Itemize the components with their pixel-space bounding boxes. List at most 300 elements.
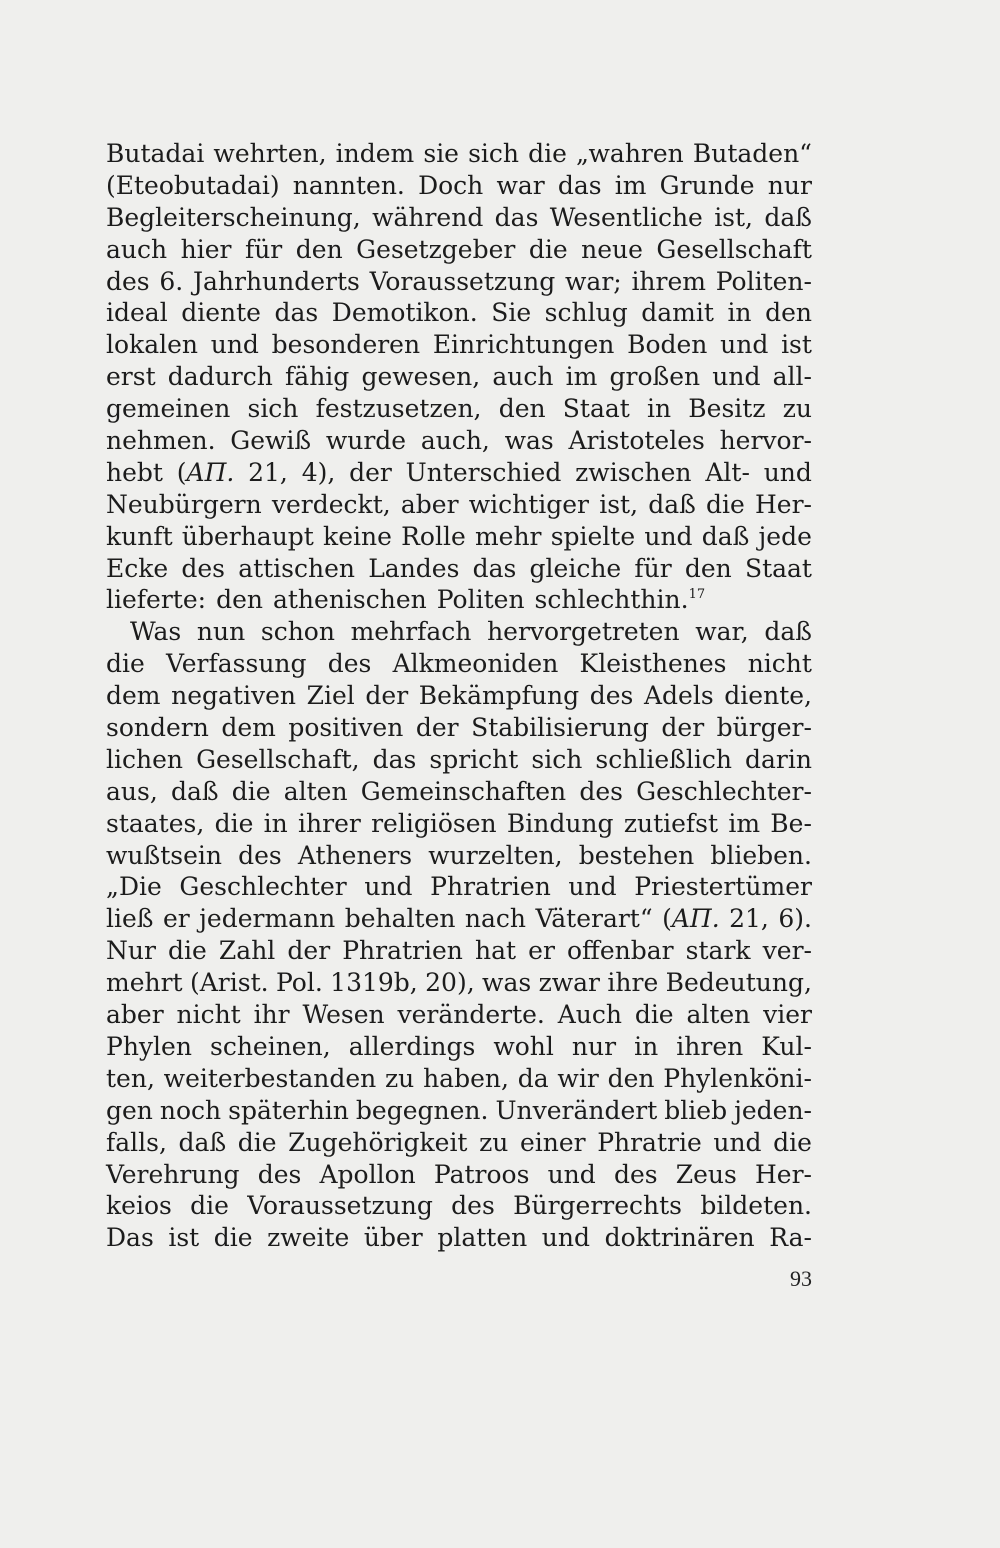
- word: wichtiger: [468, 489, 590, 519]
- word: des: [106, 266, 150, 296]
- word: des: [613, 1159, 658, 1189]
- word: er: [528, 936, 555, 966]
- word: hier: [180, 234, 232, 264]
- word: attischen: [238, 553, 356, 583]
- word: der: [415, 713, 459, 743]
- word: Kleisthenes: [579, 649, 727, 679]
- word: lichen: [106, 744, 183, 774]
- word: lokalen: [106, 330, 198, 360]
- word: und: [364, 872, 413, 902]
- word: Ecke: [106, 553, 169, 583]
- word: aber: [106, 1000, 164, 1030]
- text-line: [106, 616, 812, 648]
- word: Jahrhunderts: [192, 266, 360, 296]
- word: schlechthin.$^{17}$: [534, 585, 706, 615]
- word: auch: [492, 362, 554, 392]
- word: Begleiterscheinung,: [106, 202, 361, 232]
- word: Phylenköni-: [663, 1063, 812, 1093]
- word: ver-: [762, 936, 812, 966]
- word: dem: [106, 681, 161, 711]
- word: zutiefst: [623, 808, 719, 838]
- word: aus,: [106, 776, 158, 806]
- word: Adels: [644, 681, 714, 711]
- word: Phylen: [106, 1031, 192, 1061]
- word: die: [214, 808, 254, 838]
- word: über: [363, 1223, 423, 1253]
- word: des: [257, 1159, 302, 1189]
- text-line: [106, 521, 812, 553]
- word: der: [661, 713, 705, 743]
- word: den: [765, 298, 812, 328]
- word: im: [565, 362, 598, 392]
- word: indem: [335, 139, 415, 168]
- word: Atheners: [297, 840, 413, 870]
- word: gewesen,: [361, 362, 481, 392]
- word: alten: [686, 1000, 751, 1030]
- word: Boden: [627, 330, 708, 360]
- word: fähig: [285, 362, 350, 392]
- word: staates,: [106, 808, 205, 838]
- word: Besitz: [688, 394, 766, 424]
- word: begegnen.: [355, 1095, 489, 1125]
- page-number: 93: [790, 1266, 812, 1291]
- word: Väterart“: [535, 904, 653, 934]
- word: Politen: [436, 585, 525, 615]
- word: „wahren: [576, 139, 684, 168]
- word: allerdings: [348, 1031, 476, 1061]
- word: der: [365, 681, 409, 711]
- word: Her-: [755, 489, 812, 519]
- word: die: [773, 1127, 812, 1157]
- word: spricht: [429, 744, 519, 774]
- word: bildeten.: [700, 1191, 812, 1221]
- word: 6.: [159, 266, 184, 296]
- word: war,: [695, 617, 749, 647]
- word: die: [190, 1191, 229, 1221]
- word: im: [614, 170, 647, 200]
- word: Gewiß: [230, 426, 312, 456]
- text-line: [106, 648, 812, 680]
- word: zu: [479, 1127, 509, 1157]
- word: die: [528, 139, 567, 168]
- word: lieferte:: [106, 585, 207, 615]
- word: stark: [685, 936, 751, 966]
- text-line: [106, 871, 812, 903]
- text-line: [106, 234, 812, 266]
- word: sich: [531, 744, 583, 774]
- word: die: [106, 649, 145, 679]
- word: ist,: [599, 489, 639, 519]
- word: keios: [106, 1191, 172, 1221]
- word: des: [589, 681, 634, 711]
- word: kunft: [106, 521, 173, 551]
- word: Aristoteles: [568, 426, 705, 456]
- word: des: [181, 553, 226, 583]
- word: Gesellschaft: [656, 234, 812, 264]
- word: und: [541, 1223, 591, 1253]
- word: Phratrie: [597, 1127, 702, 1157]
- word: Be-: [770, 808, 812, 838]
- word: alten: [283, 776, 348, 806]
- word: (AΠ.: [176, 457, 235, 487]
- word: wohl: [493, 1031, 554, 1061]
- text-line: [106, 903, 812, 935]
- word: Gemeinschaften: [360, 776, 567, 806]
- word: für: [244, 234, 283, 264]
- word: auch: [106, 234, 168, 264]
- word: weiterbestanden: [163, 1063, 377, 1093]
- word: Geschlechter: [179, 872, 347, 902]
- word: Das: [106, 1223, 154, 1253]
- word: blieben.: [710, 840, 812, 870]
- text-line: [106, 393, 812, 425]
- word: was: [504, 426, 554, 456]
- word: und: [713, 1127, 762, 1157]
- word: positiven: [288, 713, 404, 743]
- word: des: [579, 776, 623, 806]
- text-line: [106, 967, 812, 999]
- word: Verfassung: [166, 649, 307, 679]
- word: für: [634, 553, 672, 583]
- word: daß: [764, 617, 812, 647]
- text-line: [106, 297, 812, 329]
- word: er: [162, 904, 190, 934]
- word: ihren: [676, 1031, 744, 1061]
- word: während: [372, 202, 484, 232]
- word: Bekämpfung: [418, 681, 580, 711]
- word: und: [547, 1159, 596, 1189]
- text-line: [106, 266, 812, 298]
- word: Bindung: [506, 808, 614, 838]
- word: auch,: [420, 426, 490, 456]
- word: wurzelten,: [428, 840, 563, 870]
- word: da: [517, 1063, 549, 1093]
- text-line: [106, 425, 812, 457]
- word: die: [706, 489, 745, 519]
- word: daß: [764, 202, 812, 232]
- word: Priestertümer: [634, 872, 812, 902]
- word: behalten: [344, 904, 456, 934]
- word: gen: [106, 1095, 153, 1125]
- word: zwischen: [575, 457, 692, 487]
- word: (Eteobutadai): [106, 170, 280, 200]
- word: die: [213, 1223, 253, 1253]
- word: und: [568, 872, 617, 902]
- text-line: [106, 999, 812, 1031]
- word: und: [763, 457, 812, 487]
- word: das: [472, 553, 517, 583]
- text-line: [106, 361, 812, 393]
- word: ideal: [106, 298, 168, 328]
- word: haben,: [423, 1063, 509, 1093]
- word: darin: [744, 744, 812, 774]
- word: neue: [581, 234, 643, 264]
- word: Bürgerrechts: [513, 1191, 683, 1221]
- word: späterhin: [228, 1095, 349, 1125]
- word: Pol.: [275, 968, 323, 998]
- word: sie: [423, 139, 459, 168]
- word: besonderen: [271, 330, 421, 360]
- word: Unverändert: [495, 1095, 658, 1125]
- text-line: [106, 329, 812, 361]
- text-line: [106, 1095, 812, 1127]
- word: zu: [385, 1063, 415, 1093]
- word: nicht: [747, 649, 812, 679]
- word: jede: [758, 521, 812, 551]
- word: die: [634, 1000, 674, 1030]
- word: blieb: [664, 1095, 728, 1125]
- word: jeden-: [734, 1095, 812, 1125]
- word: (Arist.: [190, 968, 269, 998]
- word: daß: [648, 489, 696, 519]
- word: die: [168, 936, 207, 966]
- word: all-: [772, 362, 812, 392]
- footnote-marker: 17: [688, 587, 706, 603]
- word: in: [647, 394, 672, 424]
- word: aber: [400, 489, 459, 519]
- text-line: [106, 489, 812, 521]
- word: erst: [106, 362, 156, 392]
- word: spielte: [550, 521, 636, 551]
- word: Politen-: [715, 266, 812, 296]
- word: zu: [782, 394, 812, 424]
- word: ihrem: [631, 266, 706, 296]
- word: Landes: [368, 553, 460, 583]
- word: Butaden“: [692, 139, 812, 168]
- text-line: [106, 808, 812, 840]
- word: die: [528, 234, 568, 264]
- text-line: [106, 1159, 812, 1191]
- word: damit: [641, 298, 714, 328]
- word: diente: [181, 298, 261, 328]
- word: und: [644, 521, 693, 551]
- word: das: [557, 170, 602, 200]
- word: Stabilisierung: [471, 713, 649, 743]
- word: daß: [170, 776, 219, 806]
- word: nannten.: [292, 170, 405, 200]
- word: einer: [519, 1127, 586, 1157]
- body-text: [106, 138, 812, 1254]
- text-line: [106, 584, 812, 616]
- word: Verehrung: [106, 1159, 240, 1189]
- text-line: [106, 553, 812, 585]
- word: der: [349, 457, 392, 487]
- word: den: [216, 585, 263, 615]
- word: 20),: [425, 968, 475, 998]
- word: vier: [763, 1000, 812, 1030]
- word: verdeckt,: [271, 489, 391, 519]
- word: Staat: [562, 394, 630, 424]
- word: ihr: [253, 1000, 290, 1030]
- word: was: [482, 968, 532, 998]
- word: in: [727, 298, 752, 328]
- text-line: [106, 170, 812, 202]
- word: Sie: [491, 298, 532, 328]
- text-line: [106, 744, 812, 776]
- word: den: [684, 553, 732, 583]
- word: Zeus: [675, 1159, 737, 1189]
- text-line: [106, 1031, 812, 1063]
- word: und: [720, 330, 769, 360]
- word: daß: [701, 521, 750, 551]
- word: veränderte.: [397, 1000, 545, 1030]
- word: mehrfach: [350, 617, 472, 647]
- word: dem: [221, 713, 276, 743]
- word: Bedeutung,: [665, 968, 812, 998]
- word: noch: [159, 1095, 222, 1125]
- word: großen: [609, 362, 701, 392]
- text-line: [106, 138, 812, 170]
- text-line: [106, 776, 812, 808]
- word: diente,: [724, 681, 812, 711]
- text-line: [106, 1063, 812, 1095]
- word: Apollon: [319, 1159, 416, 1189]
- word: zwar: [538, 968, 601, 998]
- text-line: [106, 680, 812, 712]
- word: sich: [247, 394, 299, 424]
- word: Voraussetzung: [369, 266, 556, 296]
- word: keine: [323, 521, 392, 551]
- word: Grunde: [659, 170, 755, 200]
- word: Zahl: [218, 936, 276, 966]
- word: nun: [196, 617, 246, 647]
- word: war: [496, 170, 545, 200]
- word: Kul-: [761, 1031, 812, 1061]
- word: falls,: [106, 1127, 167, 1157]
- word: Doch: [418, 170, 484, 200]
- word: ist: [781, 330, 812, 360]
- word: bürger-: [716, 713, 812, 743]
- text-line: [106, 1127, 812, 1159]
- word: den: [295, 234, 343, 264]
- word: Zugehörigkeit: [288, 1127, 468, 1157]
- word: und: [712, 362, 761, 392]
- word: die: [237, 1127, 277, 1157]
- word: ihre: [607, 968, 659, 998]
- word: hervor-: [719, 426, 812, 456]
- word: Neubürgern: [106, 489, 262, 519]
- word: Alt-: [705, 457, 750, 487]
- word: die: [231, 776, 271, 806]
- word: ihrer: [298, 808, 361, 838]
- word: Wesen: [302, 1000, 385, 1030]
- word: das: [274, 298, 319, 328]
- word: nehmen.: [106, 426, 216, 456]
- text-line: [106, 1190, 812, 1222]
- word: hebt: [106, 457, 163, 487]
- word: „Die: [106, 872, 162, 902]
- word: das: [372, 744, 417, 774]
- word: Geschlechter-: [636, 776, 812, 806]
- text-line: [106, 1222, 812, 1254]
- text-line: [106, 935, 812, 967]
- word: Auch: [557, 1000, 622, 1030]
- word: der: [287, 936, 331, 966]
- word: den: [498, 394, 546, 424]
- word: dadurch: [167, 362, 273, 392]
- word: 21,: [248, 457, 288, 487]
- word: bestehen: [578, 840, 695, 870]
- word: festzusetzen,: [315, 394, 482, 424]
- word: sondern: [106, 713, 209, 743]
- word: Unterschied: [405, 457, 562, 487]
- word: 1319b,: [330, 968, 418, 998]
- word: Phratrien: [430, 872, 551, 902]
- word: Phratrien: [342, 936, 463, 966]
- word: Einrichtungen: [432, 330, 615, 360]
- word: das: [494, 202, 539, 232]
- word: 21,: [729, 904, 769, 934]
- word: Staat: [744, 553, 812, 583]
- word: ten,: [106, 1063, 155, 1093]
- word: Her-: [754, 1159, 812, 1189]
- word: mehrt: [106, 968, 183, 998]
- word: und: [210, 330, 259, 360]
- word: in: [634, 1031, 659, 1061]
- word: wurde: [325, 426, 407, 456]
- word: doktrinären: [604, 1223, 755, 1253]
- word: (AΠ.: [662, 904, 720, 934]
- word: des: [327, 649, 372, 679]
- word: scheinen,: [209, 1031, 331, 1061]
- word: ist: [168, 1223, 200, 1253]
- word: mehr: [474, 521, 542, 551]
- word: athenischen: [272, 585, 427, 615]
- word: des: [238, 840, 282, 870]
- word: nicht: [176, 1000, 241, 1030]
- word: Butadai: [106, 139, 205, 168]
- word: war;: [565, 266, 622, 296]
- word: gemeinen: [106, 394, 231, 424]
- text-line: [106, 457, 812, 489]
- word: Gesellschaft,: [196, 744, 360, 774]
- word: in: [263, 808, 288, 838]
- word: gleiche: [529, 553, 622, 583]
- word: nur: [767, 170, 812, 200]
- word: Nur: [106, 936, 156, 966]
- word: offenbar: [567, 936, 674, 966]
- word: Alkmeoniden: [392, 649, 559, 679]
- word: religiösen: [371, 808, 497, 838]
- word: hat: [475, 936, 517, 966]
- word: schon: [260, 617, 335, 647]
- word: des: [451, 1191, 495, 1221]
- word: Was: [130, 617, 182, 647]
- word: wir: [557, 1063, 599, 1093]
- word: platten: [437, 1223, 528, 1253]
- word: im: [728, 808, 761, 838]
- text-line: [106, 840, 812, 872]
- text-line: [106, 712, 812, 744]
- word: den: [607, 1063, 655, 1093]
- word: zweite: [267, 1223, 350, 1253]
- word: Wesentliche: [549, 202, 703, 232]
- word: nach: [464, 904, 527, 934]
- word: daß: [178, 1127, 227, 1157]
- word: Voraussetzung: [247, 1191, 433, 1221]
- text-line: [106, 202, 812, 234]
- word: ist,: [714, 202, 754, 232]
- word: nur: [571, 1031, 617, 1061]
- word: wehrten,: [213, 139, 327, 168]
- word: Ra-: [769, 1223, 812, 1253]
- word: überhaupt: [181, 521, 314, 551]
- word: schlug: [544, 298, 628, 328]
- word: hervorgetreten: [487, 617, 680, 647]
- word: wußtsein: [106, 840, 222, 870]
- word: ließ: [106, 904, 154, 934]
- word: Demotikon.: [331, 298, 478, 328]
